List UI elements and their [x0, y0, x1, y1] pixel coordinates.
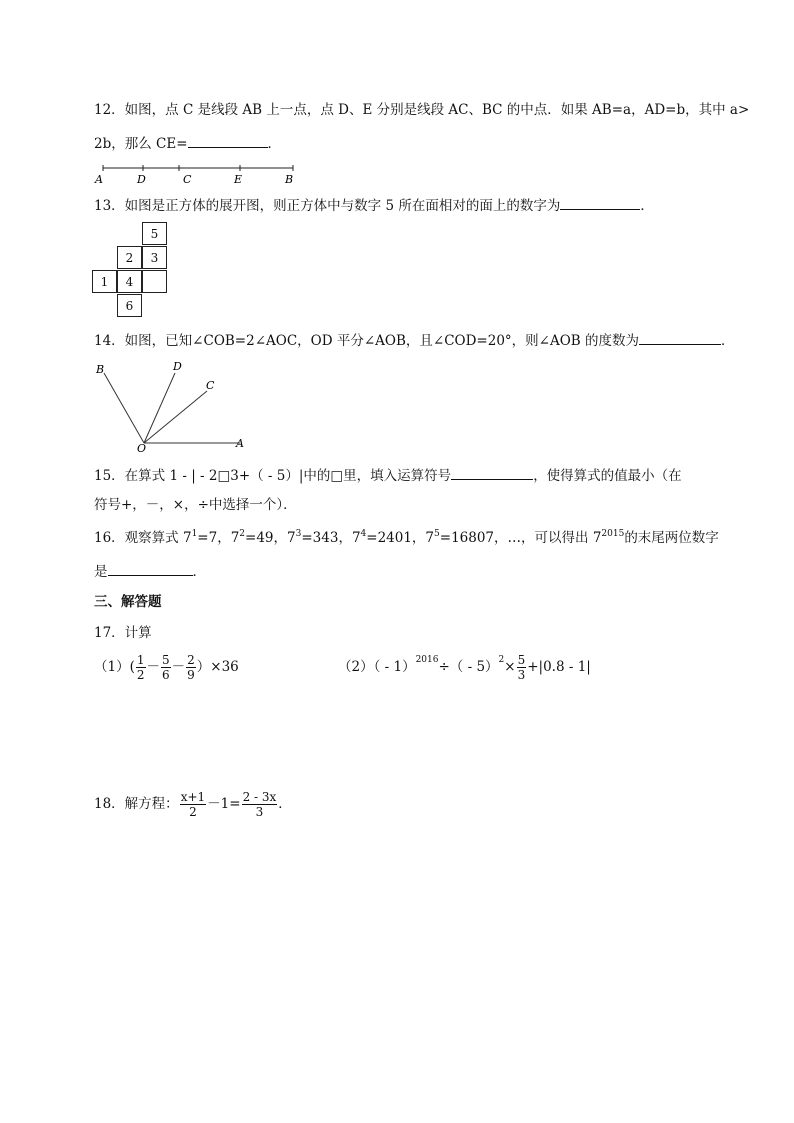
- net-cell-5: 5: [142, 222, 167, 245]
- q13-text-prefix: 13．如图是正方体的展开图，则正方体中与数字 5 所在面相对的面上的数字为: [94, 198, 561, 214]
- q16-exp: 5: [434, 528, 440, 539]
- q13-text: [94, 195, 654, 216]
- net-cell-3: 3: [142, 246, 167, 269]
- label-a: A: [95, 173, 103, 186]
- q15-answer-blank[interactable]: [451, 465, 533, 480]
- label-a: A: [236, 437, 244, 450]
- net-cell-2: 2: [117, 246, 142, 269]
- q14-angle-figure: [90, 355, 250, 455]
- ray-oc: [144, 391, 207, 443]
- q17-part1-prefix: （1）(: [94, 659, 135, 675]
- label-c: C: [183, 173, 192, 186]
- frac-den: 2: [189, 804, 197, 819]
- q12-segment-figure: [90, 160, 305, 186]
- frac-den: 3: [517, 667, 526, 682]
- times-sign: ×: [504, 659, 516, 675]
- q14-text: [94, 330, 735, 351]
- q18-mid: －1=: [207, 796, 241, 812]
- q17-part1-suffix: ）×36: [196, 659, 239, 675]
- q18-suffix: ．: [278, 796, 292, 812]
- q16-exp: 2: [239, 528, 246, 539]
- q14-text-prefix: 14．如图，已知∠COB=2∠AOC，OD 平分∠AOB，且∠COD=20°，则∠AOB 的度数为: [94, 333, 640, 349]
- q13-answer-blank[interactable]: [560, 195, 640, 210]
- ray-od: [144, 373, 175, 443]
- frac-den: 9: [187, 667, 195, 682]
- ray-ob: [104, 373, 144, 443]
- q12-line2: [94, 133, 281, 154]
- q18-prefix: 18．解方程：: [94, 796, 179, 812]
- q17-part2-suffix: +|0.8 - 1|: [527, 659, 591, 675]
- q13-cube-net: [94, 221, 174, 321]
- q12-line2-suffix: ．: [267, 136, 282, 152]
- label-d: D: [137, 173, 146, 186]
- q12-line2-prefix: 2b，那么 CE=: [94, 136, 188, 152]
- q17-part1: [94, 650, 239, 684]
- q13-text-suffix: ．: [640, 198, 654, 214]
- q12-line1: 12．如图，点 C 是线段 AB 上一点，点 D、E 分别是线段 AC、BC 的中点．如果 AB=a，AD=b，其中 a>: [94, 102, 750, 118]
- q17-title: 17．计算: [94, 625, 152, 641]
- net-cell-6: 6: [117, 294, 142, 317]
- q15-line1: [94, 465, 682, 486]
- q12-answer-blank[interactable]: [188, 133, 268, 148]
- fraction-2-9: [186, 653, 196, 682]
- q17-part2: （2）（ - 1） $^{2016}$ ÷（ - 5） $^2$ × $\frac{5}{3}$ +|0.8 - 1|: [338, 652, 591, 682]
- q16-text: =7，7: [197, 530, 240, 546]
- frac-den: 6: [162, 667, 170, 682]
- net-cell-4: 4: [117, 270, 142, 293]
- q16-line2-prefix: 是: [94, 564, 108, 580]
- q16-text: =343，7: [301, 530, 361, 546]
- label-b: B: [285, 173, 294, 186]
- frac-den: 2: [136, 667, 145, 682]
- q16-answer-blank[interactable]: [108, 561, 193, 576]
- q16-exp: 2015: [601, 528, 625, 539]
- q16-text: =2401，7: [366, 530, 435, 546]
- q16-exp: 3: [295, 528, 302, 539]
- fraction-1-2: [136, 653, 146, 682]
- fraction-2-minus-3x-over-3: [242, 790, 278, 819]
- frac-num: 2 - 3x: [242, 789, 277, 804]
- q14-answer-blank[interactable]: [639, 330, 721, 345]
- q16-text: 16．观察算式 7: [94, 530, 192, 546]
- label-d: D: [173, 360, 182, 373]
- fraction-x-plus-1-over-2: [180, 790, 206, 819]
- section-title: 三、解答题: [94, 594, 162, 610]
- q16-line2-suffix: ．: [192, 564, 206, 580]
- net-cell-empty: [142, 270, 167, 293]
- q14-text-suffix: ．: [721, 333, 735, 349]
- frac-num: 5: [517, 652, 526, 667]
- q16-exp: 1: [191, 528, 198, 539]
- q16-text: =49，7: [245, 530, 296, 546]
- net-cell-1: 1: [92, 270, 117, 293]
- q15-line1-prefix: 15．在算式 1 - | - 2□3+（ - 5）|中的□里，填入运算符号: [94, 468, 452, 484]
- fraction-5-6: [161, 653, 171, 682]
- q16-line2: [94, 561, 206, 582]
- q16-text: =16807，…，可以得出 7: [439, 530, 602, 546]
- label-b: B: [96, 363, 105, 376]
- frac-num: 5: [162, 652, 170, 667]
- q18: [94, 784, 292, 824]
- frac-num: 2: [187, 652, 195, 667]
- label-c: C: [206, 379, 215, 392]
- minus-sign: －: [171, 659, 186, 675]
- label-o: O: [137, 442, 147, 455]
- q16-line1: [94, 528, 719, 548]
- q16-text: 的末尾两位数字: [624, 530, 719, 546]
- q17-part2-mid: ÷（ - 5）: [438, 659, 499, 675]
- q16-exp: 4: [360, 528, 367, 539]
- q15-line2: 符号+，－，×，÷中选择一个）．: [94, 497, 297, 513]
- minus-sign: －: [146, 659, 160, 675]
- frac-num: x+1: [180, 789, 206, 804]
- fraction-5-3: [517, 653, 527, 682]
- frac-num: 1: [136, 652, 145, 667]
- label-e: E: [234, 173, 243, 186]
- frac-den: 3: [255, 804, 264, 819]
- q17-part2-prefix: （2）（ - 1）: [338, 659, 416, 675]
- q15-line1-suffix: ，使得算式的值最小（在: [533, 468, 682, 484]
